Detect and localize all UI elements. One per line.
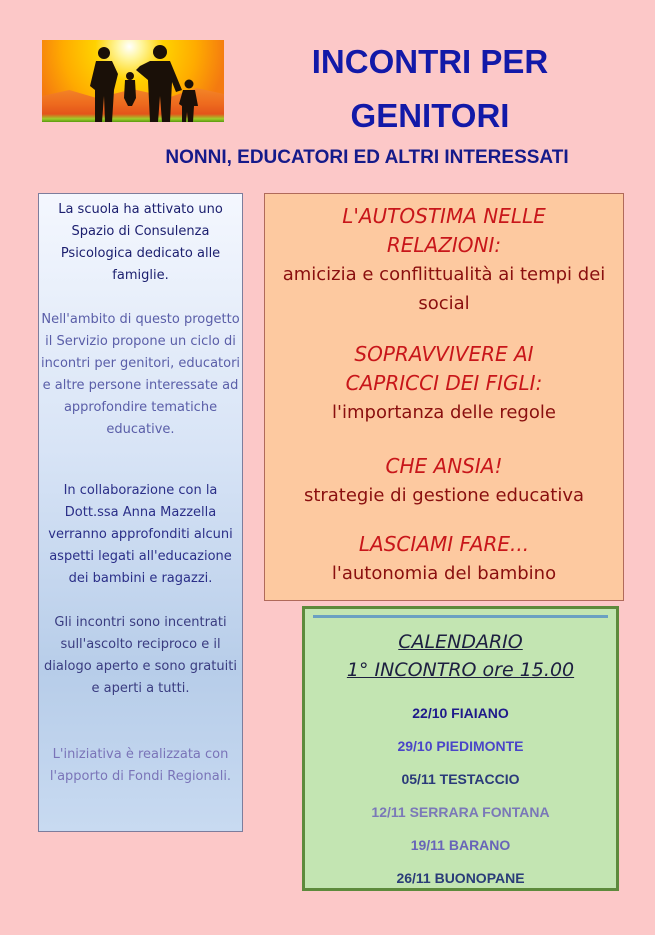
calendar-date: 26/11 BUONOPANE (396, 870, 525, 886)
calendar-subheading-text: 1° INCONTRO ore 15.00 (346, 659, 575, 681)
calendar-heading (305, 629, 616, 655)
topic-item (265, 202, 623, 318)
calendar-date: 19/11 BARANO (410, 837, 511, 853)
calendar-subheading (305, 657, 616, 683)
topic-desc: amicizia e conflittualità ai tempi dei social (282, 264, 606, 314)
intro-paragraph: La scuola ha attivato uno Spazio di Consulenza Psicologica dedicato alle famiglie. (58, 202, 223, 283)
family-silhouette-icon (42, 40, 224, 122)
intro-panel (38, 193, 243, 832)
topic-item (265, 530, 623, 588)
topic-desc: strategie di gestione educativa (303, 485, 585, 506)
topic-item (265, 452, 623, 510)
topic-item (265, 340, 623, 427)
calendar-date: 12/11 SERRARA FONTANA (371, 804, 550, 820)
hero-image-family-silhouette (42, 40, 224, 122)
topic-title: CHE ANSIA! (385, 454, 503, 478)
intro-paragraph: Nell'ambito di questo progetto il Servizio propone un ciclo di incontri per genitori, educatori e altre persone interessate ad approfondire tematiche educative. (40, 312, 241, 437)
topics-panel (264, 193, 624, 601)
calendar-panel (302, 606, 619, 891)
calendar-divider (313, 615, 608, 618)
topic-title: SOPRAVVIVERE AI CAPRICCI DEI FIGLI: (345, 342, 543, 395)
topic-title: LASCIAMI FARE... (358, 532, 530, 556)
intro-paragraph: In collaborazione con la Dott.ssa Anna Mazzella verranno approfonditi alcuni aspetti legati all'educazione dei bambini e ragazzi. (48, 483, 233, 586)
page-title-line2: GENITORI (350, 97, 510, 134)
calendar-heading-text: CALENDARIO (398, 631, 523, 653)
calendar-date: 22/10 FIAIANO (412, 705, 509, 721)
page-subtitle: NONNI, EDUCATORI ED ALTRI INTERESSATI (165, 147, 569, 168)
intro-paragraph: Gli incontri sono incentrati sull'ascolto reciproco e il dialogo aperto e sono gratuiti e aperti a tutti. (44, 615, 237, 696)
intro-paragraph: L'iniziativa è realizzata con l'apporto di Fondi Regionali. (49, 747, 232, 784)
calendar-date: 05/11 TESTACCIO (401, 771, 520, 787)
topic-desc: l'autonomia del bambino (331, 563, 557, 584)
calendar-dates (305, 697, 616, 895)
topic-title: L'AUTOSTIMA NELLE RELAZIONI: (342, 204, 546, 257)
page-title-line1: INCONTRI PER (311, 43, 549, 80)
calendar-date: 29/10 PIEDIMONTE (397, 738, 524, 754)
topic-desc: l'importanza delle regole (332, 402, 556, 423)
